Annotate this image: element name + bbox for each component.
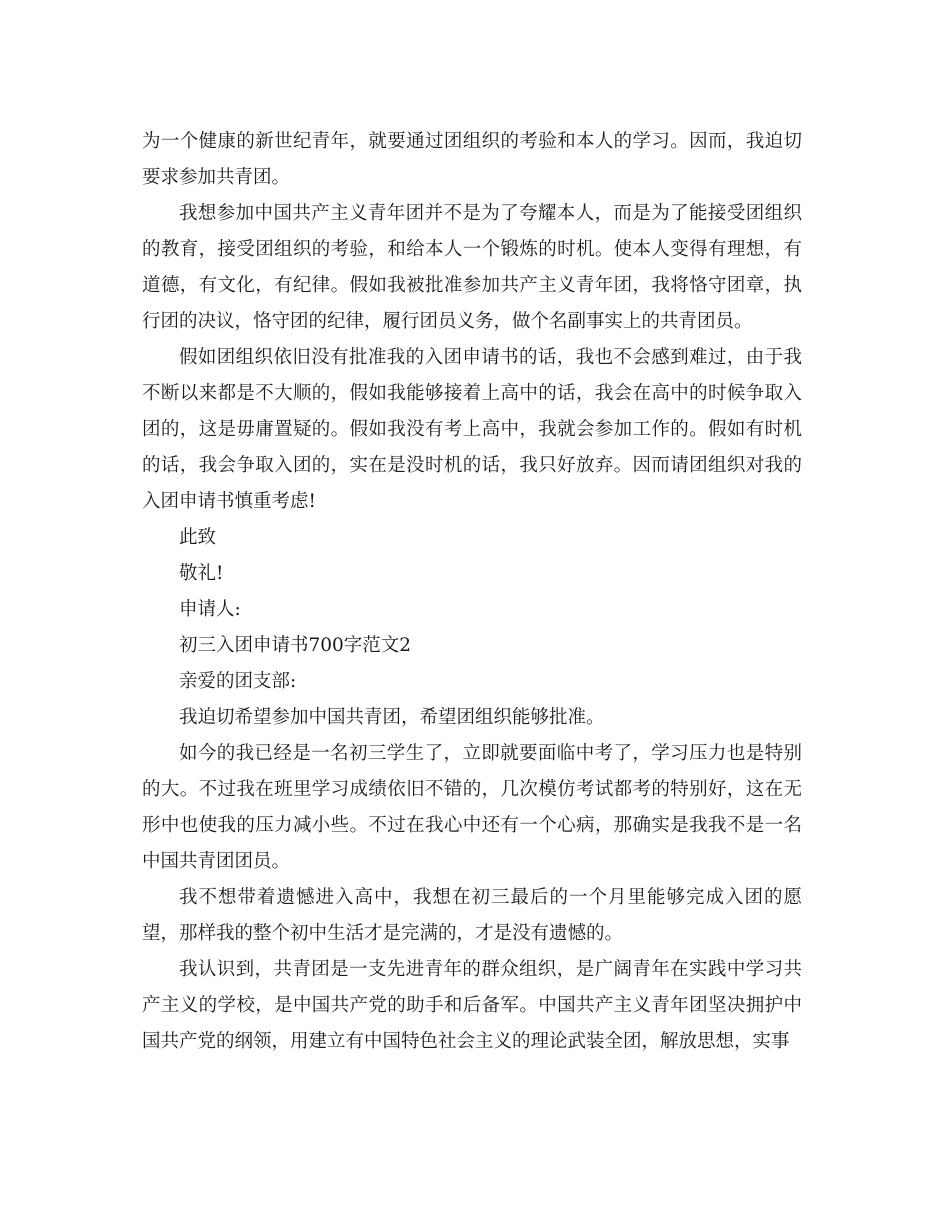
document-body — [142, 124, 802, 1060]
paragraph: 我不想带着遗憾进入高中，我想在初三最后的一个月里能够完成入团的愿望，那样我的整个初中生活才是完满的，才是没有遗憾的。 — [142, 887, 802, 944]
closing-salutation: 此致 — [179, 527, 217, 548]
applicant-label: 申请人: — [179, 599, 241, 620]
closing-regards: 敬礼! — [179, 563, 224, 584]
greeting: 亲爱的团支部: — [179, 671, 297, 692]
section-heading: 初三入团申请书700字范文2 — [179, 635, 412, 656]
paragraph: 我迫切希望参加中国共青团，希望团组织能够批准。 — [179, 707, 605, 728]
paragraph: 我认识到，共青团是一支先进青年的群众组织，是广阔青年在实践中学习共产主义的学校，是中国共产党的助手和后备军。中国共产主义青年团坚决拥护中国共产党的纲领，用建立有中国特色社会主义的理论武装全团，解放思想，实事 — [142, 959, 802, 1052]
paragraph: 我想参加中国共产主义青年团并不是为了夸耀本人，而是为了能接受团组织的教育，接受团组织的考验，和给本人一个锻炼的时机。使本人变得有理想，有道德，有文化，有纪律。假如我被批准参加共产主义青年团，我将恪守团章，执行团的决议，恪守团的纪律，履行团员义务，做个名副事实上的共青团员。 — [142, 203, 802, 332]
paragraph: 为一个健康的新世纪青年，就要通过团组织的考验和本人的学习。因而，我迫切要求参加共青团。 — [142, 131, 802, 188]
paragraph: 如今的我已经是一名初三学生了，立即就要面临中考了，学习压力也是特别的大。不过我在班里学习成绩依旧不错的，几次模仿考试都考的特别好，这在无形中也使我的压力减小些。不过在我心中还有一个心病，那确实是我我不是一名中国共青团团员。 — [142, 743, 802, 872]
paragraph: 假如团组织依旧没有批准我的入团申请书的话，我也不会感到难过，由于我不断以来都是不大顺的，假如我能够接着上高中的话，我会在高中的时候争取入团的，这是毋庸置疑的。假如我没有考上高中，我就会参加工作的。假如有时机的话，我会争取入团的，实在是没时机的话，我只好放弃。因而请团组织对我的入团申请书慎重考虑! — [142, 347, 802, 512]
